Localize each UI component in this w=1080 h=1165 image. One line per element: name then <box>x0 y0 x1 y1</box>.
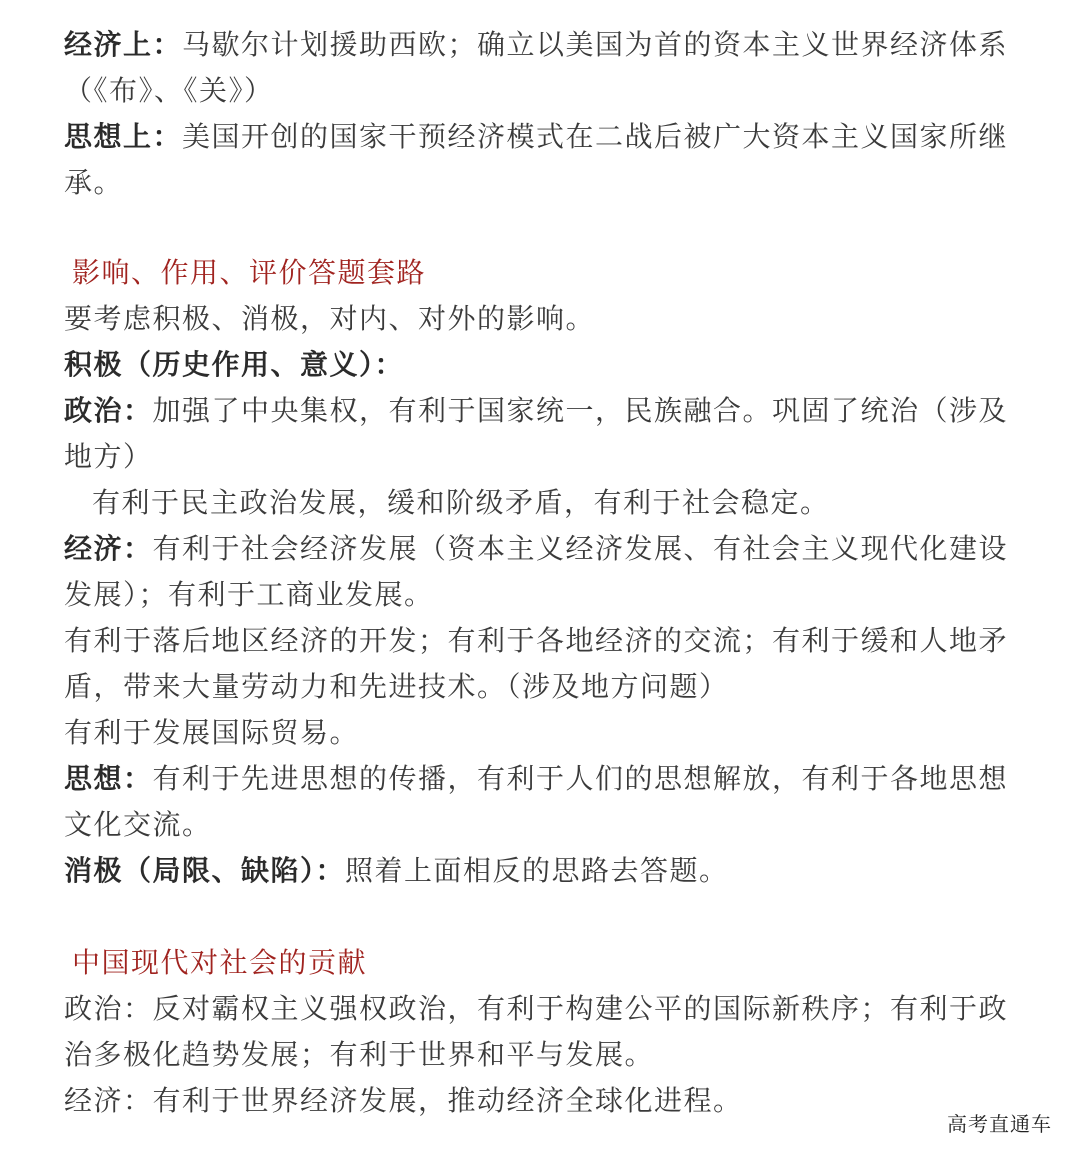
watermark: 高考直通车 <box>947 1112 1052 1136</box>
section-heading-china: 中国现代对社会的贡献 <box>72 946 368 979</box>
negative-text: 照着上面相反的思路去答题。 <box>345 854 729 887</box>
economy-label: 经济上： <box>64 28 183 61</box>
positive-label: 积极（历史作用、意义）： <box>64 348 405 381</box>
economy2-paragraph-3: 有利于发展国际贸易。 <box>64 716 360 749</box>
china-economy-text: 有利于世界经济发展，推动经济全球化进程。 <box>152 1084 743 1117</box>
politics-text: 加强了中央集权，有利于国家统一，民族融合。巩固了统治（涉及地方） <box>64 394 1009 473</box>
thought-label: 思想上： <box>64 120 183 153</box>
politics-paragraph <box>64 388 1014 480</box>
document-body <box>64 22 1014 1124</box>
economy2-text: 有利于社会经济发展（资本主义经济发展、有社会主义现代化建设发展）；有利于工商业发展。 <box>64 532 1009 611</box>
china-economy-label: 经济： <box>64 1084 153 1117</box>
economy-text: 马歇尔计划援助西欧；确立以美国为首的资本主义世界经济体系（《布》、《关》） <box>64 28 1009 107</box>
thought-text: 美国开创的国家干预经济模式在二战后被广大资本主义国家所继承。 <box>64 120 1009 199</box>
politics-label: 政治： <box>64 394 153 427</box>
ideology-label: 思想： <box>64 762 153 795</box>
spacer <box>64 894 1014 940</box>
ideology-text: 有利于先进思想的传播，有利于人们的思想解放，有利于各地思想文化交流。 <box>64 762 1009 841</box>
spacer <box>64 206 1014 250</box>
intro-paragraph: 要考虑积极、消极，对内、对外的影响。 <box>64 302 596 335</box>
economy2-label: 经济： <box>64 532 153 565</box>
economy2-paragraph <box>64 526 1014 618</box>
politics-paragraph-2: 有利于民主政治发展，缓和阶级矛盾，有利于社会稳定。 <box>92 486 830 519</box>
economy2-paragraph-2: 有利于落后地区经济的开发；有利于各地经济的交流；有利于缓和人地矛盾，带来大量劳动力和先进技术。（涉及地方问题） <box>64 624 1009 703</box>
ideology-paragraph <box>64 756 1014 848</box>
china-politics-label: 政治： <box>64 992 153 1025</box>
thought-paragraph <box>64 114 1014 206</box>
section-heading-influence: 影响、作用、评价答题套路 <box>72 256 427 289</box>
china-economy-paragraph <box>64 1078 1014 1124</box>
economy-paragraph <box>64 22 1014 114</box>
china-politics-paragraph <box>64 986 1014 1078</box>
negative-paragraph <box>64 848 1014 894</box>
negative-label: 消极（局限、缺陷）： <box>64 854 346 887</box>
china-politics-text: 反对霸权主义强权政治，有利于构建公平的国际新秩序；有利于政治多极化趋势发展；有利于世界和平与发展。 <box>64 992 1009 1071</box>
